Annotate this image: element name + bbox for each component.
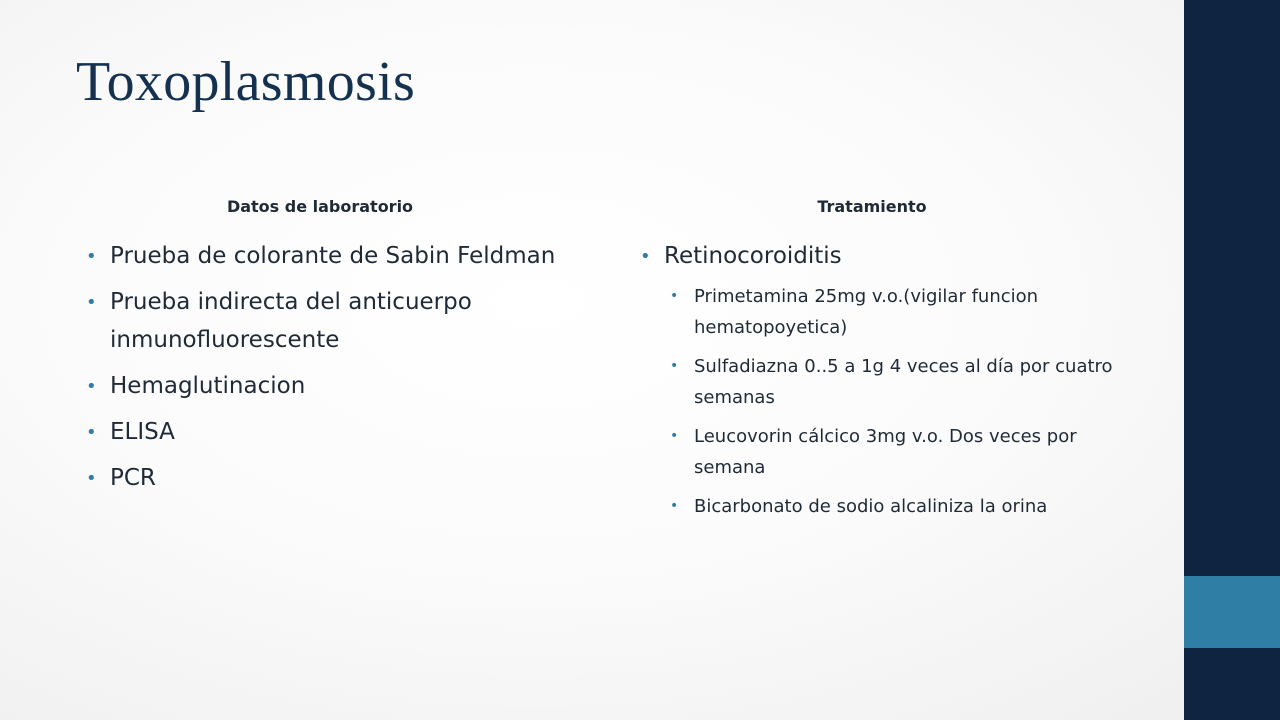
list-item [86, 413, 556, 451]
list-item [670, 491, 1130, 522]
bullet-icon: • [86, 376, 97, 397]
list-item [86, 283, 556, 359]
list-item-text: Bicarbonato de sodio alcaliniza la orina [694, 496, 1048, 517]
list-item [86, 237, 556, 275]
treatment-sub-list [670, 281, 1130, 530]
list-item-text: Sulfadiazna 0..5 a 1g 4 veces al día por cuatro semanas [694, 356, 1113, 408]
bullet-icon: • [86, 246, 97, 267]
bullet-icon: • [86, 422, 97, 443]
list-item-text: Hemaglutinacion [110, 373, 306, 399]
list-item-text: Leucovorin cálcico 3mg v.o. Dos veces por semana [694, 426, 1077, 478]
lab-data-list [86, 237, 556, 505]
bullet-icon: • [670, 498, 679, 514]
bullet-icon: • [670, 358, 679, 374]
treatment-main-item [640, 237, 842, 275]
list-item [86, 367, 556, 405]
list-item-text: Prueba indirecta del anticuerpo inmunofluorescente [110, 289, 472, 353]
list-item [86, 459, 556, 497]
list-item [670, 281, 1130, 343]
bullet-icon: • [86, 468, 97, 489]
sidebar-accent-block [1184, 576, 1280, 648]
bullet-icon: • [670, 428, 679, 444]
list-item-text: Prueba de colorante de Sabin Feldman [110, 243, 556, 269]
list-item-text: PCR [110, 465, 156, 491]
list-item-text: Primetamina 25mg v.o.(vigilar funcion hematopoyetica) [694, 286, 1039, 338]
bullet-icon: • [86, 292, 97, 313]
treatment-main-text: Retinocoroiditis [664, 243, 842, 269]
list-item [670, 421, 1130, 483]
list-item-text: ELISA [110, 419, 175, 445]
right-column-heading: Tratamiento [817, 197, 927, 216]
left-column-heading: Datos de laboratorio [226, 197, 414, 216]
bullet-icon: • [640, 246, 651, 267]
list-item [670, 351, 1130, 413]
bullet-icon: • [670, 288, 679, 304]
slide-title: Toxoplasmosis [76, 51, 416, 113]
